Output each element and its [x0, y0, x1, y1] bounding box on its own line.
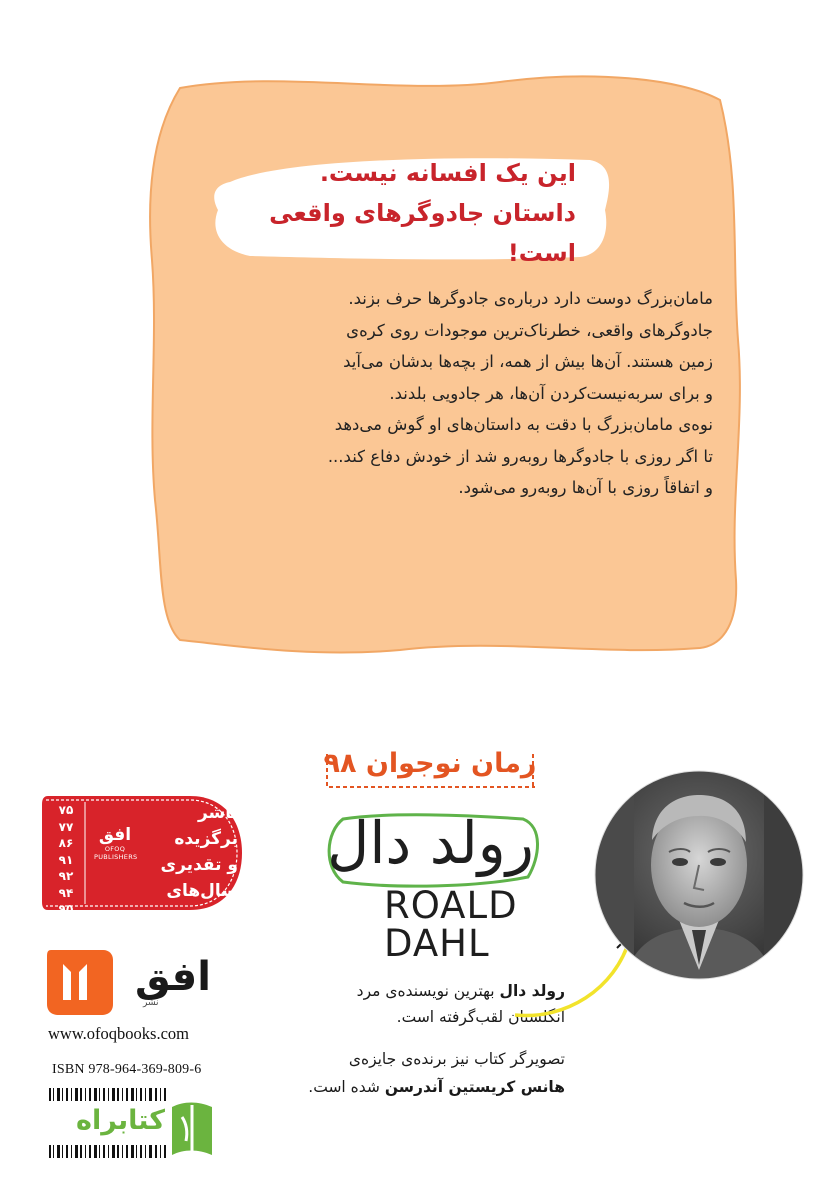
award-badge [40, 792, 245, 933]
publisher-nashr: نشر [143, 998, 159, 1008]
award-publisher-mark-en: OFOQ PUBLISHERS [94, 845, 138, 861]
award-text-line: و تقدیری [160, 855, 238, 875]
ketabrah-watermark [40, 1095, 215, 1165]
description-line: و برای سربه‌نیست‌کردن آن‌ها، هر جادویی بلدند. [389, 383, 713, 403]
award-text-line: سال‌های [166, 881, 238, 901]
award-year: ۷۷ [58, 819, 74, 834]
author-name-en [384, 884, 518, 965]
award-year: ۹۴ [58, 885, 74, 900]
publisher-name: افق [135, 954, 211, 1000]
isbn-number: ISBN 978-964-369-809-6 [52, 1062, 202, 1077]
author-name-en-line-2: DAHL [384, 922, 490, 965]
description-line: تا اگر روزی با جادوگرها روبه‌رو شد از خودش دفاع کند... [327, 446, 713, 466]
series-label [305, 744, 555, 794]
book-icon [168, 1097, 216, 1159]
award-year: ۹۲ [58, 869, 74, 883]
publisher-logo [45, 948, 210, 1018]
author-name-fa [318, 807, 543, 892]
description-line: جادوگرهای واقعی، خطرناک‌ترین موجودات روی کره‌ی [346, 320, 713, 340]
description-line: مامان‌بزرگ دوست دارد درباره‌ی جادوگرها حرف بزند. [348, 289, 713, 308]
award-text-line: ناشر [197, 803, 238, 823]
award-year: ۹۶ [58, 918, 74, 933]
bio-line-3: تصویرگر کتاب نیز برنده‌ی جایزه‌ی [348, 1050, 565, 1068]
description-line: زمین هستند. آن‌ها بیش از همه، از بچه‌ها بدشان می‌آید [343, 352, 713, 371]
publisher-website[interactable]: www.ofoqbooks.com [48, 1024, 189, 1043]
book-description [228, 283, 713, 504]
quote-box [220, 158, 590, 267]
author-name-en-line-1: ROALD [384, 884, 518, 927]
bio-line-4 [280, 1073, 565, 1101]
watermark-text: کتابراه [76, 1105, 165, 1136]
bio-author-name: رولد دال [499, 982, 565, 1000]
award-year: ۹۱ [58, 852, 74, 867]
award-year: ۷۵ [58, 803, 74, 817]
award-name: هانس کریستین آندرسن [384, 1078, 565, 1096]
description-line: و اتفاقاً روزی با آن‌ها روبه‌رو می‌شود. [458, 478, 713, 497]
bio-line-4-rest: شده است. [308, 1078, 385, 1096]
award-text-line: برگزیده [174, 829, 238, 849]
bio-line-1-rest: بهترین نویسنده‌ی مرد [356, 982, 500, 1000]
author-name-text: رولد دال [327, 809, 534, 877]
quote-line-1: این یک افسانه نیست. [319, 158, 576, 187]
description-line: نوه‌ی مامان‌بزرگ با دقت به داستان‌های او گوش می‌دهد [334, 415, 713, 434]
award-years [53, 802, 79, 934]
award-text [138, 800, 238, 904]
publisher-logo-icon [45, 948, 115, 1018]
quote-line-2: داستان جادوگرهای واقعی است! [269, 198, 576, 267]
award-year: ۹۵ [58, 902, 74, 916]
award-publisher-mark-fa: افق [98, 825, 132, 845]
series-text: رمان نوجوان ۹۸ [323, 748, 537, 779]
author-photo [594, 770, 804, 980]
bio-line-2: انگلستان لقب‌گرفته است. [396, 1008, 565, 1026]
illustrator-bio [280, 1045, 565, 1101]
award-publisher-mark [94, 825, 136, 861]
award-year: ۸۶ [58, 836, 74, 850]
